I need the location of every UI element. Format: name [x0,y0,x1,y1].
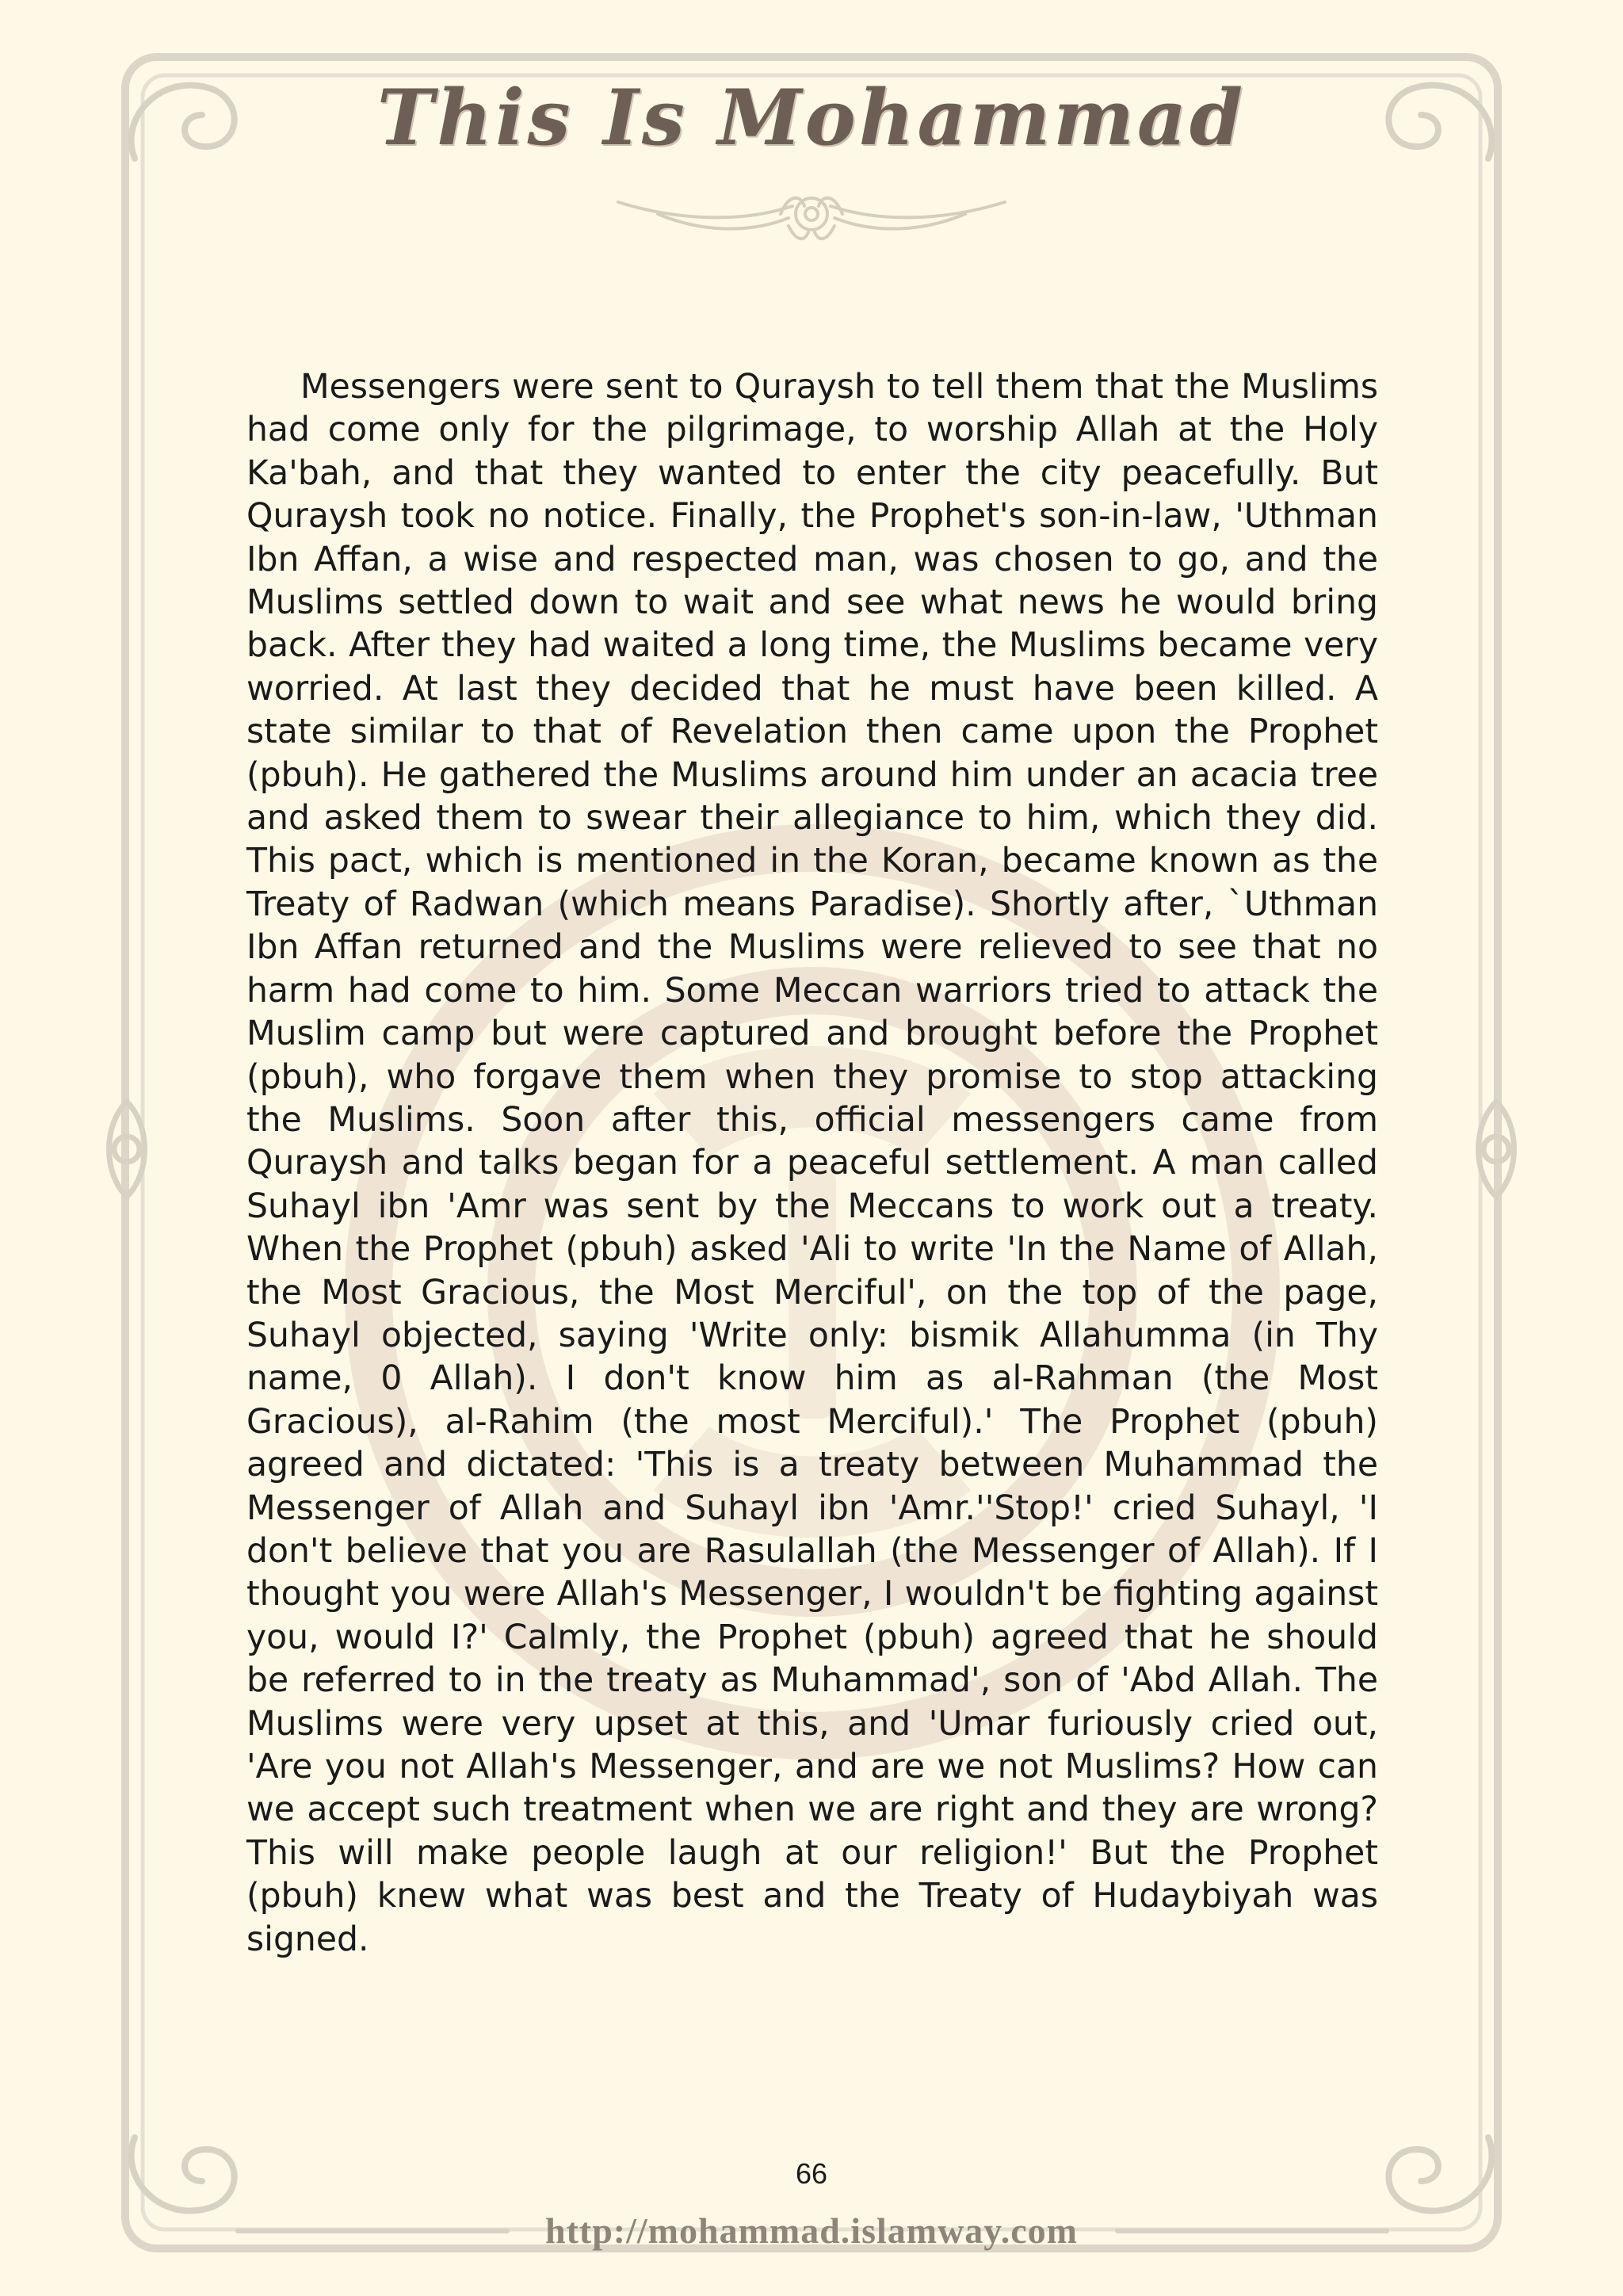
footer-url[interactable]: http://mohammad.islamway.com [545,2210,1078,2251]
body-paragraph: Messengers were sent to Quraysh to tell them that the Muslims had come only for the pilgrimage, to worship Allah at the Holy Ka'bah, and that they wanted to enter the city peacefully. But Quraysh took no notice. Finally, the Prophet's son-in-law, 'Uthman Ibn Affan, a wise and respected man, was chosen to go, and the Muslims settled down to wait and see what news he would bring back. After they had waited a long time, the Muslims became very worried. At last they decided that he must have been killed. A state similar to that of Revelation then came upon the Prophet (pbuh). He gathered the Muslims around him under an acacia tree and asked them to swear their allegiance to him, which they did. This pact, which is mentioned in the Koran, became known as the Treaty of Radwan (which means Paradise). Shortly after, `Uthman Ibn Affan returned and the Muslims were relieved to see that no harm had come to him. Some Meccan warriors tried to attack the Muslim camp but were captured and brought before the Prophet (pbuh), who forgave them when they promise to stop attacking the Muslims. Soon after this, official messengers came from Quraysh and talks began for a peaceful settlement. A man called Suhayl ibn 'Amr was sent by the Meccans to work out a treaty. When the Prophet (pbuh) asked 'Ali to write 'In the Name of Allah, the Most Gracious, the Most Merciful', on the top of the page, Suhayl objected, saying 'Write only: bismik Allahumma (in Thy name, 0 Allah). I don't know him as al-Rahman (the Most Gracious), al-Rahim (the most Merciful).' The Prophet (pbuh) agreed and dictated: 'This is a treaty between Muhammad the Messenger of Allah and Suhayl ibn 'Amr.''Stop!' cried Suhayl, 'I don't believe that you are Rasulallah (the Messenger of Allah). If I thought you were Allah's Messenger, I wouldn't be fighting against you, would I?' Calmly, the Prophet (pbuh) agreed that he should be referred to in the treaty as Muhammad', son of 'Abd Allah. The Muslims were very upset at this, and 'Umar furiously cried out, 'Are you not Allah's Messenger, and are we not Muslims? How can we accept such treatment when we are right and they are wrong? This will make people laugh at our religion!' But the Prophet (pbuh) knew what was best and the Treaty of Hudaybiyah was signed. [246,368,1378,1959]
page-title: This Is Mohammad [376,73,1247,162]
page-number: 66 [795,2157,828,2190]
title-ornament [610,178,1013,250]
